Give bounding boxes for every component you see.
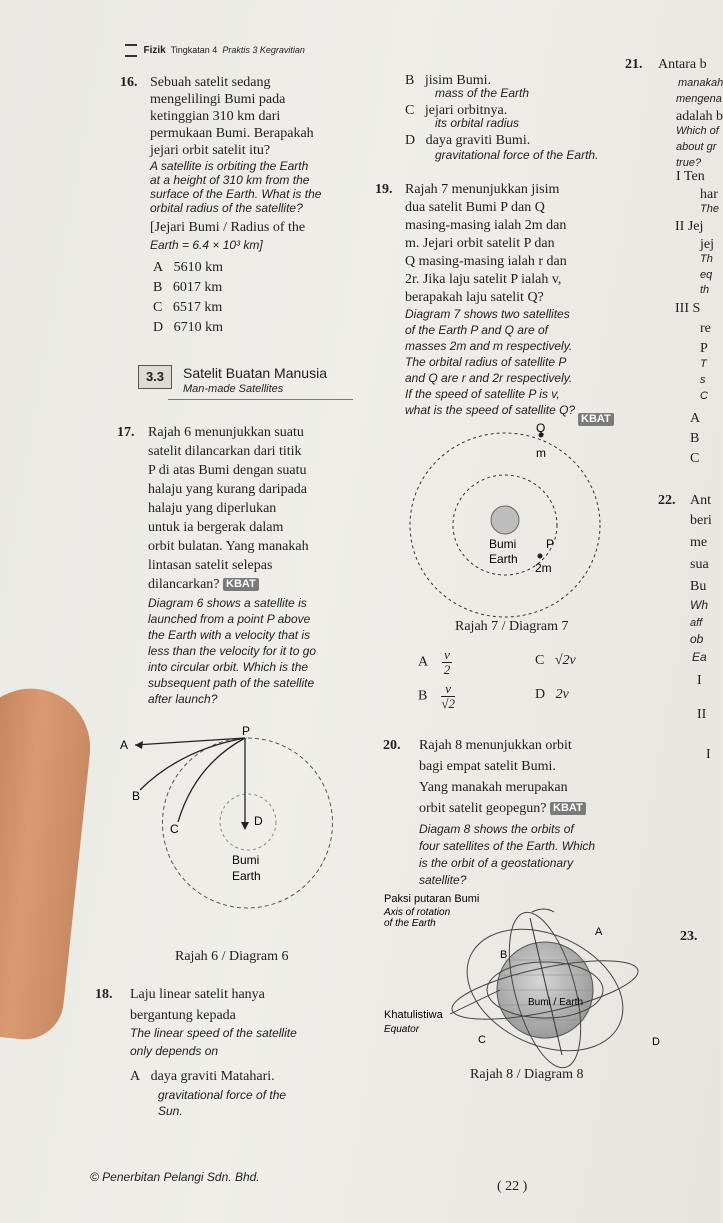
section-number: 3.3 (138, 365, 172, 389)
section-title: Satelit Buatan Manusia (183, 365, 327, 381)
q19-option-c-text: √2v (554, 653, 576, 668)
q19-en-5: If the speed of satellite P is v, (405, 387, 560, 401)
q19-option-b-letter: B (418, 688, 428, 704)
diagram8-caption: Rajah 8 / Diagram 8 (470, 1067, 584, 1082)
q22-line-0: Ant (690, 493, 711, 508)
q16-option-c[interactable] (153, 299, 222, 316)
q20-ms-0: Rajah 8 menunjukkan orbit (419, 738, 572, 753)
q17-ms-1: satelit dilancarkan dari titik (148, 444, 302, 459)
orbit-label-c: C (478, 1034, 486, 1046)
q17-ms-7: lintasan satelit selepas (148, 558, 273, 573)
q18-option-d[interactable] (405, 132, 530, 149)
q16-en-2: surface of the Earth. What is the (150, 187, 322, 201)
q19-option-d-text: 2v (555, 687, 569, 702)
header-chapter: Praktis 3 Kegravitian (222, 44, 305, 55)
q16-option-d-text: 6710 km (173, 320, 224, 335)
q21-line-5: about gr (676, 141, 717, 153)
q19-option-a[interactable] (418, 648, 452, 677)
q17-en-2: the Earth with a velocity that is (148, 628, 311, 642)
path-a-arrow (135, 741, 143, 749)
q17-ms-6: orbit bulatan. Yang manakah (148, 539, 309, 554)
earth-label-en: Earth (489, 552, 518, 566)
q16-given-ms: [Jejari Bumi / Radius of the (150, 220, 306, 235)
q21-item-2: The (700, 203, 719, 215)
diagram6-label-p: P (242, 724, 251, 738)
diagram6-label-a: A (120, 738, 129, 752)
q21-option-c[interactable]: C (690, 451, 700, 466)
header-level: Tingkatan 4 (170, 44, 218, 55)
q21-line-3: adalah b (676, 109, 723, 124)
q18-en-0: The linear speed of the satellite (130, 1026, 297, 1040)
q21-item-7: th (700, 284, 710, 296)
q21-item-11: T (700, 358, 707, 370)
label-p: P (546, 537, 555, 551)
q16-ms-0: Sebuah satelit sedang (150, 75, 271, 90)
q19-ms-4: Q masing-masing ialah r dan (405, 254, 567, 269)
q19-ms-6: berapakah laju satelit Q? (405, 290, 544, 305)
q22-line-2: me (690, 535, 708, 550)
satellite-p (538, 554, 543, 559)
section-heading (138, 363, 353, 401)
q18-option-a-en-0: gravitational force of the (158, 1088, 287, 1102)
q16-ms-2: ketinggian 310 km dari (150, 109, 281, 124)
q17-en-3: less than the velocity for it to go (148, 644, 317, 658)
q16-ms-4: jejari orbit satelit itu? (150, 143, 271, 158)
q16-en-0: A satellite is orbiting the Earth (150, 159, 309, 173)
q22-line-11: I (706, 747, 711, 762)
label-q: Q (536, 421, 546, 435)
q18-option-c-letter: C (405, 103, 415, 118)
q16-ms-1: mengelilingi Bumi pada (150, 92, 286, 107)
q22-line-4: Bu (690, 579, 707, 594)
diagram7-caption: Rajah 7 / Diagram 7 (455, 619, 569, 634)
q16-option-b-letter: B (153, 280, 163, 295)
q16-option-d[interactable] (153, 319, 223, 336)
q21-item-3: II Jej (675, 219, 704, 234)
q20-en-1: four satellites of the Earth. Which (419, 839, 596, 853)
q18-option-c-ms: jejari orbitnya. (424, 103, 508, 118)
diagram-8 (380, 890, 660, 1060)
q20-ms-1: bagi empat satelit Bumi. (419, 759, 556, 774)
q16-option-b[interactable] (153, 279, 222, 296)
q17-ms-4: halaju yang diperlukan (148, 501, 277, 516)
kbat-badge: KBAT (550, 802, 586, 815)
q18-option-d-ms: daya graviti Bumi. (425, 133, 531, 148)
q17-ms-0: Rajah 6 menunjukkan suatu (148, 425, 304, 440)
q19-number: 19. (375, 182, 393, 197)
q17-ms-8: dilancarkan? (148, 577, 220, 592)
fraction-denominator: 2 (443, 662, 451, 677)
orbit-label-a: A (595, 926, 603, 938)
diagram6-label-d: D (254, 814, 263, 828)
rotation-arrow (532, 909, 554, 912)
diagram6-label-b: B (132, 789, 141, 803)
diagram6-earth-ms: Bumi (232, 853, 260, 867)
earth-label: Bumi / Earth (528, 997, 584, 1008)
q20-en-3: satellite? (419, 873, 467, 887)
footer-publisher: © Penerbitan Pelangi Sdn. Bhd. (90, 1170, 260, 1184)
q16-number: 16. (120, 75, 138, 90)
q17-ms-5: untuk ia bergerak dalam (148, 520, 284, 535)
q19-ms-3: m. Jejari orbit satelit P dan (405, 236, 555, 251)
q21-line-2: mengena (676, 93, 722, 105)
page-number-value: 22 (505, 1179, 520, 1194)
q16-en-3: orbital radius of the satellite? (150, 201, 303, 215)
q19-en-0: Diagram 7 shows two satellites (405, 307, 570, 321)
diagram6-earth-en: Earth (232, 869, 261, 883)
q22-line-7: ob (690, 632, 704, 646)
diagram-7 (405, 420, 635, 620)
q21-item-6: eq (700, 269, 713, 281)
q18-option-b-letter: B (405, 73, 415, 88)
q16-en-1: at a height of 310 km from the (150, 173, 310, 187)
q16-option-a-text: 5610 km (173, 260, 224, 275)
q18-option-a[interactable] (130, 1068, 275, 1085)
q19-option-c[interactable] (535, 652, 576, 669)
q18-option-a-letter: A (130, 1069, 141, 1084)
thumb-occlusion (0, 683, 96, 1043)
q22-line-5: Wh (690, 598, 708, 612)
q16-option-a-letter: A (153, 260, 164, 275)
q18-en-1: only depends on (130, 1044, 219, 1058)
q18-option-d-letter: D (405, 133, 416, 148)
axis-label-en2: of the Earth (384, 918, 436, 929)
q21-line-4: Which of (676, 125, 719, 137)
q21-line-0: Antara b (658, 57, 707, 72)
q19-option-b-fraction (441, 682, 455, 711)
q21-item-5: Th (700, 253, 713, 265)
section-subtitle: Man-made Satellites (183, 383, 284, 395)
q22-number: 22. (658, 493, 676, 508)
q20-ms-2: Yang manakah merupakan (419, 780, 568, 795)
q20-ms-3: orbit satelit geopegun? (419, 801, 547, 816)
path-b (140, 738, 245, 790)
q19-option-b[interactable] (418, 682, 455, 711)
q20-number: 20. (383, 738, 401, 753)
q21-item-9: re (700, 321, 711, 336)
q21-item-0: I Ten (676, 169, 705, 184)
q18-option-b-ms: jisim Bumi. (424, 73, 491, 88)
q21-number: 21. (625, 57, 643, 72)
diagram6-label-c: C (170, 822, 179, 836)
q19-option-a-fraction (442, 648, 452, 677)
diagram6-caption: Rajah 6 / Diagram 6 (175, 949, 289, 964)
path-c (178, 738, 245, 822)
q21-option-a[interactable]: A (690, 411, 701, 426)
q19-en-2: masses 2m and m respectively. (405, 339, 573, 353)
header-icon (125, 44, 137, 57)
equator-label-en: Equator (384, 1024, 420, 1035)
q16-option-c-letter: C (153, 300, 163, 315)
q17-ms-3: halaju yang kurang daripada (148, 482, 307, 497)
page-header (125, 44, 305, 57)
q21-line-6: true? (676, 157, 702, 169)
q23-number: 23. (680, 929, 698, 944)
q22-line-10: II (697, 707, 707, 722)
q17-ms-8-line (148, 576, 259, 593)
q18-option-c-en: its orbital radius (435, 116, 520, 130)
q18-ms-0: Laju linear satelit hanya (130, 987, 265, 1002)
q16-option-b-text: 6017 km (172, 280, 223, 295)
q19-ms-1: dua satelit Bumi P dan Q (405, 200, 545, 215)
q22-line-9: I (697, 673, 702, 688)
q17-en-0: Diagram 6 shows a satellite is (148, 596, 307, 610)
q16-option-c-text: 6517 km (172, 300, 223, 315)
q19-ms-2: masing-masing ialah 2m dan (405, 218, 567, 233)
q18-option-d-en: gravitational force of the Earth. (435, 148, 599, 162)
kbat-badge: KBAT (578, 413, 614, 426)
label-m: m (536, 446, 546, 460)
q20-ms-3-line (419, 800, 586, 817)
q21-item-13: C (700, 390, 708, 402)
q16-option-d-letter: D (153, 320, 164, 335)
q19-en-6: what is the speed of satellite Q? (405, 403, 576, 417)
q21-item-4: jej (700, 237, 714, 252)
q17-number: 17. (117, 425, 135, 440)
q17-en-1: launched from a point P above (148, 612, 311, 626)
q16-ms-3: permukaan Bumi. Berapakah (150, 126, 314, 141)
q18-option-a-ms: daya graviti Matahari. (150, 1069, 275, 1084)
fraction-numerator: v (441, 682, 455, 697)
q18-number: 18. (95, 987, 113, 1002)
q20-en-0: Diagam 8 shows the orbits of (419, 822, 574, 836)
q17-en-6: after launch? (148, 692, 218, 706)
q19-en-4: and Q are r and 2r respectively. (405, 371, 573, 385)
q17-ms-2: P di atas Bumi dengan suatu (148, 463, 307, 478)
q21-option-b[interactable]: B (690, 431, 700, 446)
q22-line-8: Ea (692, 650, 707, 664)
orbit-label-b: B (500, 949, 508, 961)
q21-line-1: manakah (678, 77, 723, 89)
earth (491, 506, 519, 534)
q22-line-3: sua (690, 557, 709, 572)
q16-option-a[interactable] (153, 259, 223, 276)
q22-line-6: aff (690, 617, 703, 629)
header-book: Fizik (143, 44, 166, 56)
q19-option-d-letter: D (535, 687, 546, 702)
q18-option-a-en-1: Sun. (158, 1104, 183, 1118)
label-2m: 2m (535, 561, 552, 575)
kbat-badge: KBAT (223, 578, 259, 591)
fraction-denominator: √2 (441, 696, 455, 711)
path-d-arrow (241, 822, 249, 830)
q18-ms-1: bergantung kepada (130, 1008, 236, 1023)
orbit-label-d: D (652, 1036, 660, 1048)
equator-label-ms: Khatulistiwa (384, 1009, 443, 1021)
q16-given-en: Earth = 6.4 × 10³ km] (150, 238, 263, 252)
q18-option-b-en: mass of the Earth (435, 86, 530, 100)
q19-option-d[interactable] (535, 686, 569, 703)
q19-en-1: of the Earth P and Q are of (405, 323, 548, 337)
axis-label-ms: Paksi putaran Bumi (384, 893, 480, 905)
q19-ms-5: 2r. Jika laju satelit P ialah v, (405, 272, 562, 287)
q19-option-a-letter: A (418, 654, 429, 670)
q22-line-1: beri (690, 513, 712, 528)
q17-en-4: into circular orbit. Which is the (148, 660, 309, 674)
q21-item-10: P (700, 341, 708, 356)
page-number: ( 22 ) (497, 1179, 528, 1194)
fraction-numerator: v (444, 647, 450, 662)
q21-item-1: har (700, 187, 718, 202)
q19-option-c-letter: C (535, 653, 545, 668)
diagram-6 (110, 724, 350, 905)
axis-label-en1: Axis of rotation (384, 907, 451, 918)
q19-en-3: The orbital radius of satellite P (405, 355, 567, 369)
q20-en-2: is the orbit of a geostationary (419, 856, 574, 870)
q17-en-5: subsequent path of the satellite (148, 676, 315, 690)
q19-ms-0: Rajah 7 menunjukkan jisim (405, 182, 560, 197)
section-divider (168, 399, 353, 400)
earth-label-ms: Bumi (489, 537, 517, 551)
q21-item-8: III S (675, 301, 701, 316)
q21-item-12: s (700, 374, 706, 386)
